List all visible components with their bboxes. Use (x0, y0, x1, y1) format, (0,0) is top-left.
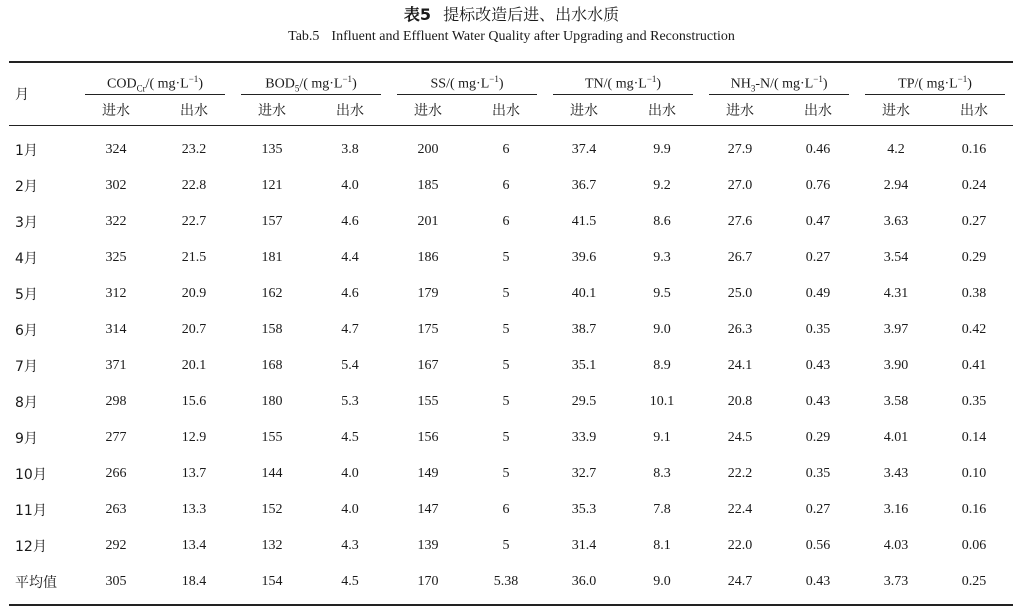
table-cell: 121 (261, 178, 283, 193)
table-cell: 0.56 (805, 538, 831, 553)
table-cell: 27.6 (727, 214, 753, 229)
header-effluent: 出水 (804, 103, 833, 119)
table-cell: 22.2 (727, 466, 753, 481)
table-cell: 3.63 (883, 214, 909, 229)
table-cell: 6 (502, 214, 510, 229)
table-cell: 312 (105, 286, 127, 301)
row-month: 8月 (15, 395, 38, 411)
table-cell: 147 (417, 502, 439, 517)
table-cell: 292 (105, 538, 127, 553)
table-row (9, 276, 1013, 312)
header-month: 月 (15, 87, 29, 103)
row-month: 10月 (15, 467, 47, 483)
table-cell: 4.3 (341, 538, 359, 553)
table-cell: 15.6 (181, 394, 207, 409)
table-cell: 314 (105, 322, 127, 337)
header-influent: 进水 (414, 103, 442, 119)
table-cell: 155 (417, 394, 439, 409)
row-month: 7月 (15, 359, 38, 375)
table-row (9, 564, 1013, 605)
table-cell: 0.14 (961, 430, 987, 445)
table-cell: 39.6 (571, 250, 597, 265)
header-influent: 进水 (258, 103, 286, 119)
table-cell: 23.2 (181, 142, 207, 157)
table-cell: 18.4 (181, 574, 207, 589)
table-cell: 20.7 (181, 322, 207, 337)
table-cell: 298 (105, 394, 127, 409)
table-cell: 9.2 (653, 178, 671, 193)
table-cell: 132 (261, 538, 283, 553)
table-cell: 3.54 (883, 250, 909, 265)
table-cell: 0.76 (805, 178, 831, 193)
table-cell: 371 (105, 358, 127, 373)
table-cell: 35.3 (571, 502, 597, 517)
row-month: 5月 (15, 287, 38, 303)
table-cell: 10.1 (649, 394, 675, 409)
table-cell: 0.42 (961, 322, 987, 337)
table-cell: 3.8 (341, 142, 359, 157)
table-cell: 22.4 (727, 502, 753, 517)
water-quality-table (9, 61, 1013, 606)
header-influent: 进水 (882, 103, 911, 119)
table-cell: 13.4 (181, 538, 207, 553)
table-cell: 4.4 (341, 250, 359, 265)
row-month: 4月 (15, 251, 38, 267)
table-cell: 5 (502, 250, 510, 265)
table-cell: 0.43 (805, 358, 831, 373)
table-number-en: Tab.5 (288, 29, 320, 44)
table-cell: 4.6 (341, 214, 359, 229)
table-cell: 139 (417, 538, 439, 553)
table-cell: 154 (261, 574, 283, 589)
table-cell: 32.7 (571, 466, 597, 481)
table-cell: 4.5 (341, 430, 359, 445)
table-cell: 158 (261, 322, 283, 337)
table-cell: 5.4 (341, 358, 359, 373)
row-month: 11月 (15, 503, 47, 519)
table-cell: 149 (417, 466, 439, 481)
table-cell: 24.5 (727, 430, 753, 445)
table-cell: 8.3 (653, 466, 671, 481)
table-cell: 0.16 (961, 142, 987, 157)
table-cell: 3.16 (883, 502, 909, 517)
table-cell: 22.7 (181, 214, 207, 229)
table-cell: 277 (105, 430, 127, 445)
table-caption-cn: 提标改造后进、出水水质 (443, 5, 620, 24)
table-cell: 0.29 (961, 250, 987, 265)
table-cell: 20.9 (181, 286, 207, 301)
table-cell: 0.06 (961, 538, 987, 553)
table-cell: 0.27 (805, 502, 831, 517)
table-cell: 13.3 (181, 502, 207, 517)
table-cell: 0.24 (961, 178, 987, 193)
table-cell: 162 (261, 286, 283, 301)
table-cell: 0.43 (805, 394, 831, 409)
row-month: 3月 (15, 215, 38, 231)
table-cell: 38.7 (571, 322, 597, 337)
table-body (9, 126, 1013, 606)
table-number-cn: 表5 (403, 5, 432, 24)
table-cell: 9.0 (653, 574, 671, 589)
header-influent: 进水 (726, 103, 755, 119)
table-cell: 5 (502, 358, 510, 373)
table-cell: 8.1 (653, 538, 671, 553)
table-caption-en: Influent and Effluent Water Quality after Upgrading and Reconstruction (331, 29, 735, 44)
table-row (9, 492, 1013, 528)
header-influent: 进水 (570, 103, 599, 119)
table-cell: 4.01 (883, 430, 909, 445)
table-title-cn (0, 4, 1023, 26)
table-cell: 4.03 (883, 538, 909, 553)
table-cell: 4.0 (341, 178, 359, 193)
table-cell: 5.38 (493, 574, 519, 589)
table-cell: 12.9 (181, 430, 207, 445)
table-cell: 3.73 (883, 574, 909, 589)
table-cell: 31.4 (571, 538, 597, 553)
table-cell: 180 (261, 394, 283, 409)
table-cell: 20.8 (727, 394, 753, 409)
table-cell: 0.35 (805, 466, 831, 481)
table-cell: 0.35 (961, 394, 987, 409)
table-cell: 155 (261, 430, 283, 445)
table-cell: 3.97 (883, 322, 909, 337)
table-cell: 0.10 (961, 466, 987, 481)
table-cell: 157 (261, 214, 283, 229)
table-cell: 186 (417, 250, 439, 265)
table-cell: 33.9 (571, 430, 597, 445)
table-cell: 0.25 (961, 574, 987, 589)
table-cell: 9.1 (653, 430, 671, 445)
table-cell: 29.5 (571, 394, 597, 409)
header-influent: 进水 (102, 103, 130, 119)
header-effluent: 出水 (336, 103, 364, 119)
row-month: 平均值 (15, 575, 57, 591)
header-row-inout (9, 95, 1013, 126)
table-cell: 0.38 (961, 286, 987, 301)
table-cell: 4.0 (341, 502, 359, 517)
table-cell: 8.9 (653, 358, 671, 373)
table-cell: 27.0 (727, 178, 753, 193)
header-effluent: 出水 (492, 103, 520, 119)
table-cell: 27.9 (727, 142, 753, 157)
table-cell: 201 (417, 214, 439, 229)
table-cell: 5 (502, 286, 510, 301)
table-cell: 0.49 (805, 286, 831, 301)
table-row (9, 126, 1013, 169)
table-row (9, 204, 1013, 240)
table-cell: 40.1 (571, 286, 597, 301)
table-cell: 0.16 (961, 502, 987, 517)
table-cell: 4.6 (341, 286, 359, 301)
table-cell: 185 (417, 178, 439, 193)
row-month: 12月 (15, 539, 47, 555)
row-month: 6月 (15, 323, 38, 339)
table-cell: 0.47 (805, 214, 831, 229)
table-cell: 8.6 (653, 214, 671, 229)
table-cell: 41.5 (571, 214, 597, 229)
table-cell: 9.3 (653, 250, 671, 265)
table-cell: 170 (417, 574, 439, 589)
table-cell: 22.0 (727, 538, 753, 553)
table-cell: 0.29 (805, 430, 831, 445)
table-cell: 263 (105, 502, 127, 517)
table-cell: 0.43 (805, 574, 831, 589)
header-effluent: 出水 (180, 103, 208, 119)
table-cell: 9.5 (653, 286, 671, 301)
table-cell: 5 (502, 322, 510, 337)
header-row-groups (9, 62, 1013, 95)
table-cell: 5 (502, 394, 510, 409)
table-cell: 3.58 (883, 394, 909, 409)
header-group-ss: SS/( $mg\cdot L^{-1}$) (389, 62, 545, 95)
table-title-en (0, 27, 1023, 47)
table-cell: 26.3 (727, 322, 753, 337)
table-cell: 324 (105, 142, 127, 157)
table-row (9, 312, 1013, 348)
table-cell: 167 (417, 358, 439, 373)
table-cell: 152 (261, 502, 283, 517)
table-cell: 20.1 (181, 358, 207, 373)
table-cell: 0.35 (805, 322, 831, 337)
table-cell: 37.4 (571, 142, 597, 157)
table-row (9, 528, 1013, 564)
table-cell: 26.7 (727, 250, 753, 265)
table-cell: 3.43 (883, 466, 909, 481)
table-cell: 0.41 (961, 358, 987, 373)
table-cell: 35.1 (571, 358, 597, 373)
table-cell: 7.8 (653, 502, 671, 517)
table-cell: 5 (502, 430, 510, 445)
table-cell: 24.7 (727, 574, 753, 589)
table-cell: 135 (261, 142, 283, 157)
table-cell: 6 (502, 142, 510, 157)
table-cell: 0.27 (805, 250, 831, 265)
header-group-bod: $BOD_5/$( $mg\cdot L^{-1}$) (233, 62, 389, 95)
table-cell: 36.7 (571, 178, 597, 193)
table-cell: 168 (261, 358, 283, 373)
table-cell: 4.0 (341, 466, 359, 481)
table-cell: 9.0 (653, 322, 671, 337)
table-cell: 181 (261, 250, 283, 265)
table-cell: 175 (417, 322, 439, 337)
table-cell: 6 (502, 502, 510, 517)
table-row (9, 384, 1013, 420)
table-cell: 4.5 (341, 574, 359, 589)
table-cell: 25.0 (727, 286, 753, 301)
header-group-nh3n: $NH_3-N/$( $mg\cdot L^{-1}$) (701, 62, 857, 95)
table-cell: 21.5 (181, 250, 207, 265)
table-cell: 22.8 (181, 178, 207, 193)
table-cell: 179 (417, 286, 439, 301)
row-month: 1月 (15, 143, 38, 159)
table-row (9, 456, 1013, 492)
table-cell: 200 (417, 142, 439, 157)
table-cell: 144 (261, 466, 283, 481)
table-row (9, 348, 1013, 384)
table-cell: 6 (502, 178, 510, 193)
header-group-tp: TP/( $mg\cdot L^{-1}$) (857, 62, 1013, 95)
table-row (9, 168, 1013, 204)
table-cell: 266 (105, 466, 127, 481)
header-group-cod: $COD_{Cr}/$( $mg\cdot L^{-1}$) (77, 62, 233, 95)
row-month: 9月 (15, 431, 38, 447)
table-cell: 5.3 (341, 394, 359, 409)
table-cell: 3.90 (883, 358, 909, 373)
table-cell: 2.94 (883, 178, 909, 193)
table-cell: 5 (502, 538, 510, 553)
table-cell: 24.1 (727, 358, 753, 373)
table-cell: 4.7 (341, 322, 359, 337)
header-group-tn: TN/( $mg\cdot L^{-1}$) (545, 62, 701, 95)
table-cell: 0.46 (805, 142, 831, 157)
table-cell: 5 (502, 466, 510, 481)
header-effluent: 出水 (960, 103, 989, 119)
table-row (9, 240, 1013, 276)
header-effluent: 出水 (648, 103, 677, 119)
table-row (9, 420, 1013, 456)
table-cell: 325 (105, 250, 127, 265)
row-month: 2月 (15, 179, 38, 195)
table-cell: 4.2 (887, 142, 905, 157)
table-cell: 302 (105, 178, 127, 193)
table-cell: 13.7 (181, 466, 207, 481)
table-cell: 0.27 (961, 214, 987, 229)
table-cell: 322 (105, 214, 127, 229)
table-cell: 9.9 (653, 142, 671, 157)
table-cell: 36.0 (571, 574, 597, 589)
table-cell: 305 (105, 574, 127, 589)
table-cell: 156 (417, 430, 439, 445)
table-cell: 4.31 (883, 286, 909, 301)
